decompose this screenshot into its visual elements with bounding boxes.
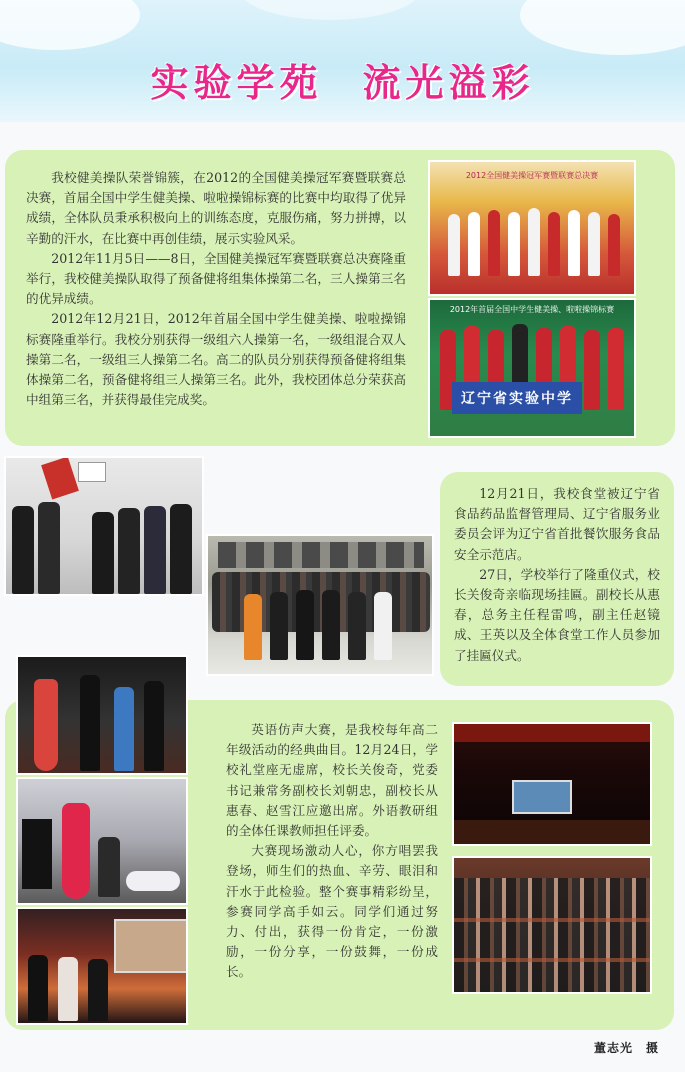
person-figure [270, 592, 288, 660]
projection-screen [512, 780, 572, 814]
stage-banner [454, 724, 652, 742]
person-figure [608, 328, 624, 410]
person-figure [548, 212, 560, 276]
page-title [0, 52, 685, 107]
person-figure [98, 837, 120, 897]
person-figure [80, 675, 100, 771]
person-figure [374, 592, 392, 660]
title-right: 流光溢彩 [362, 61, 535, 105]
auditorium-stage-photo [452, 722, 652, 846]
person-figure [92, 512, 114, 594]
person-figure [118, 508, 140, 594]
aerobics-paragraph: 2012年12月21日，2012年首届全国中学生健美操、啦啦操锦标赛隆重举行。我校分别获得一级组六人操第一名，一级组混合双人操第二名，一级组三人操第二名。高二的队员分别获得预备健将组集体操第二名，预备健将组三人操第三名。此外，我校团体总分荣获高中组第三名，并获得最佳完成奖。 [26, 311, 406, 408]
person-figure [584, 330, 600, 410]
canteen-text [454, 484, 660, 666]
plaque [78, 462, 106, 482]
aerobics-text [26, 168, 406, 410]
person-figure [114, 687, 134, 771]
english-text [226, 720, 438, 983]
building-windows [218, 542, 424, 568]
cloud-decoration [0, 0, 140, 50]
canteen-paragraph: 12月21日，我校食堂被辽宁省食品药品监督管理局、辽宁省服务业委员会评为辽宁省首批餐饮服务食品安全示范店。 [454, 486, 660, 562]
stage-performance-photo [16, 655, 188, 775]
aerobics-paragraph: 2012年11月5日——8日，全国健美操冠军赛暨联赛总决赛隆重举行，我校健美操队取得了预备健将组集体操第二名，三人操第三名的优异成绩。 [26, 250, 406, 307]
photo-caption: 2012年首届全国中学生健美操、啦啦操锦标赛 [449, 305, 615, 314]
person-figure [244, 594, 262, 660]
person-figure [144, 506, 166, 594]
person-figure [528, 208, 540, 276]
person-figure [608, 214, 620, 276]
aerobics-paragraph: 我校健美操队荣誉锦簇，在2012的全国健美操冠军赛暨联赛总决赛，首届全国中学生健美操、啦啦操锦标赛的比赛中均取得了优异成绩，全体队员秉承积极向上的训练态度，克服伤痛，努力拼搏，以辛勤的汗水，在比赛中再创佳绩，展示实验风采。 [26, 170, 406, 246]
white-dress [126, 871, 180, 891]
title-left: 实验学苑 [150, 61, 323, 105]
projection-screen [114, 919, 188, 973]
person-figure [144, 681, 164, 771]
seat-row [454, 958, 652, 962]
school-banner: 辽宁省实验中学 [452, 382, 582, 414]
cloud-decoration [240, 0, 420, 20]
person-figure [322, 590, 340, 660]
canteen-paragraph: 27日，学校举行了隆重仪式，校长关俊奇亲临现场挂匾。副校长从惠春，总务主任程雷鸣，副主任赵镜成、王英以及全体食堂工作人员参加了挂匾仪式。 [454, 566, 660, 663]
seat-row [454, 918, 652, 922]
person-figure [348, 592, 366, 660]
aerobics-award-photo [428, 160, 636, 296]
singing-performance-photo [16, 777, 188, 905]
stage-floor [454, 820, 652, 846]
person-figure [12, 506, 34, 594]
person-figure [170, 504, 192, 594]
person-figure [468, 212, 480, 276]
english-paragraph: 大赛现场激动人心，你方唱罢我登场，师生们的热血、辛劳、眼泪和汗水于此检验。整个赛事精彩纷呈，参赛同学高手如云。同学们通过努力、付出，获得一份肯定，一份激励，一份分享，一份鼓舞，一份成长。 [226, 843, 438, 980]
cloud-decoration [520, 0, 685, 55]
piano [22, 819, 52, 889]
person-figure [62, 803, 90, 899]
person-figure [588, 212, 600, 276]
person-figure [488, 210, 500, 276]
person-figure [448, 214, 460, 276]
person-figure [58, 957, 78, 1021]
photo-caption: 2012全国健美操冠军赛暨联赛总决赛 [465, 171, 599, 180]
person-figure [34, 679, 58, 771]
english-paragraph: 英语仿声大赛，是我校每年高二年级活动的经典曲目。12月24日，学校礼堂座无虚席，校长关俊奇，党委书记兼常务副校长刘朝忠，副校长从惠春、赵雪江应邀出席。外语教研组的全体任课教师担任评委。 [226, 722, 438, 839]
screen-stage-photo [16, 907, 188, 1025]
person-figure [296, 590, 314, 660]
plaque-ceremony-photo [4, 456, 204, 596]
header-banner [0, 0, 685, 122]
person-figure [88, 959, 108, 1021]
person-figure [38, 502, 60, 594]
audience-photo [452, 856, 652, 994]
red-cloth [41, 457, 79, 500]
person-figure [508, 212, 520, 276]
person-figure [568, 210, 580, 276]
photo-credit: 董志光 摄 [593, 1041, 659, 1055]
person-figure [28, 955, 48, 1021]
canteen-staff-photo [206, 534, 434, 676]
aerobics-team-photo [428, 298, 636, 438]
audience-crowd [454, 878, 652, 994]
